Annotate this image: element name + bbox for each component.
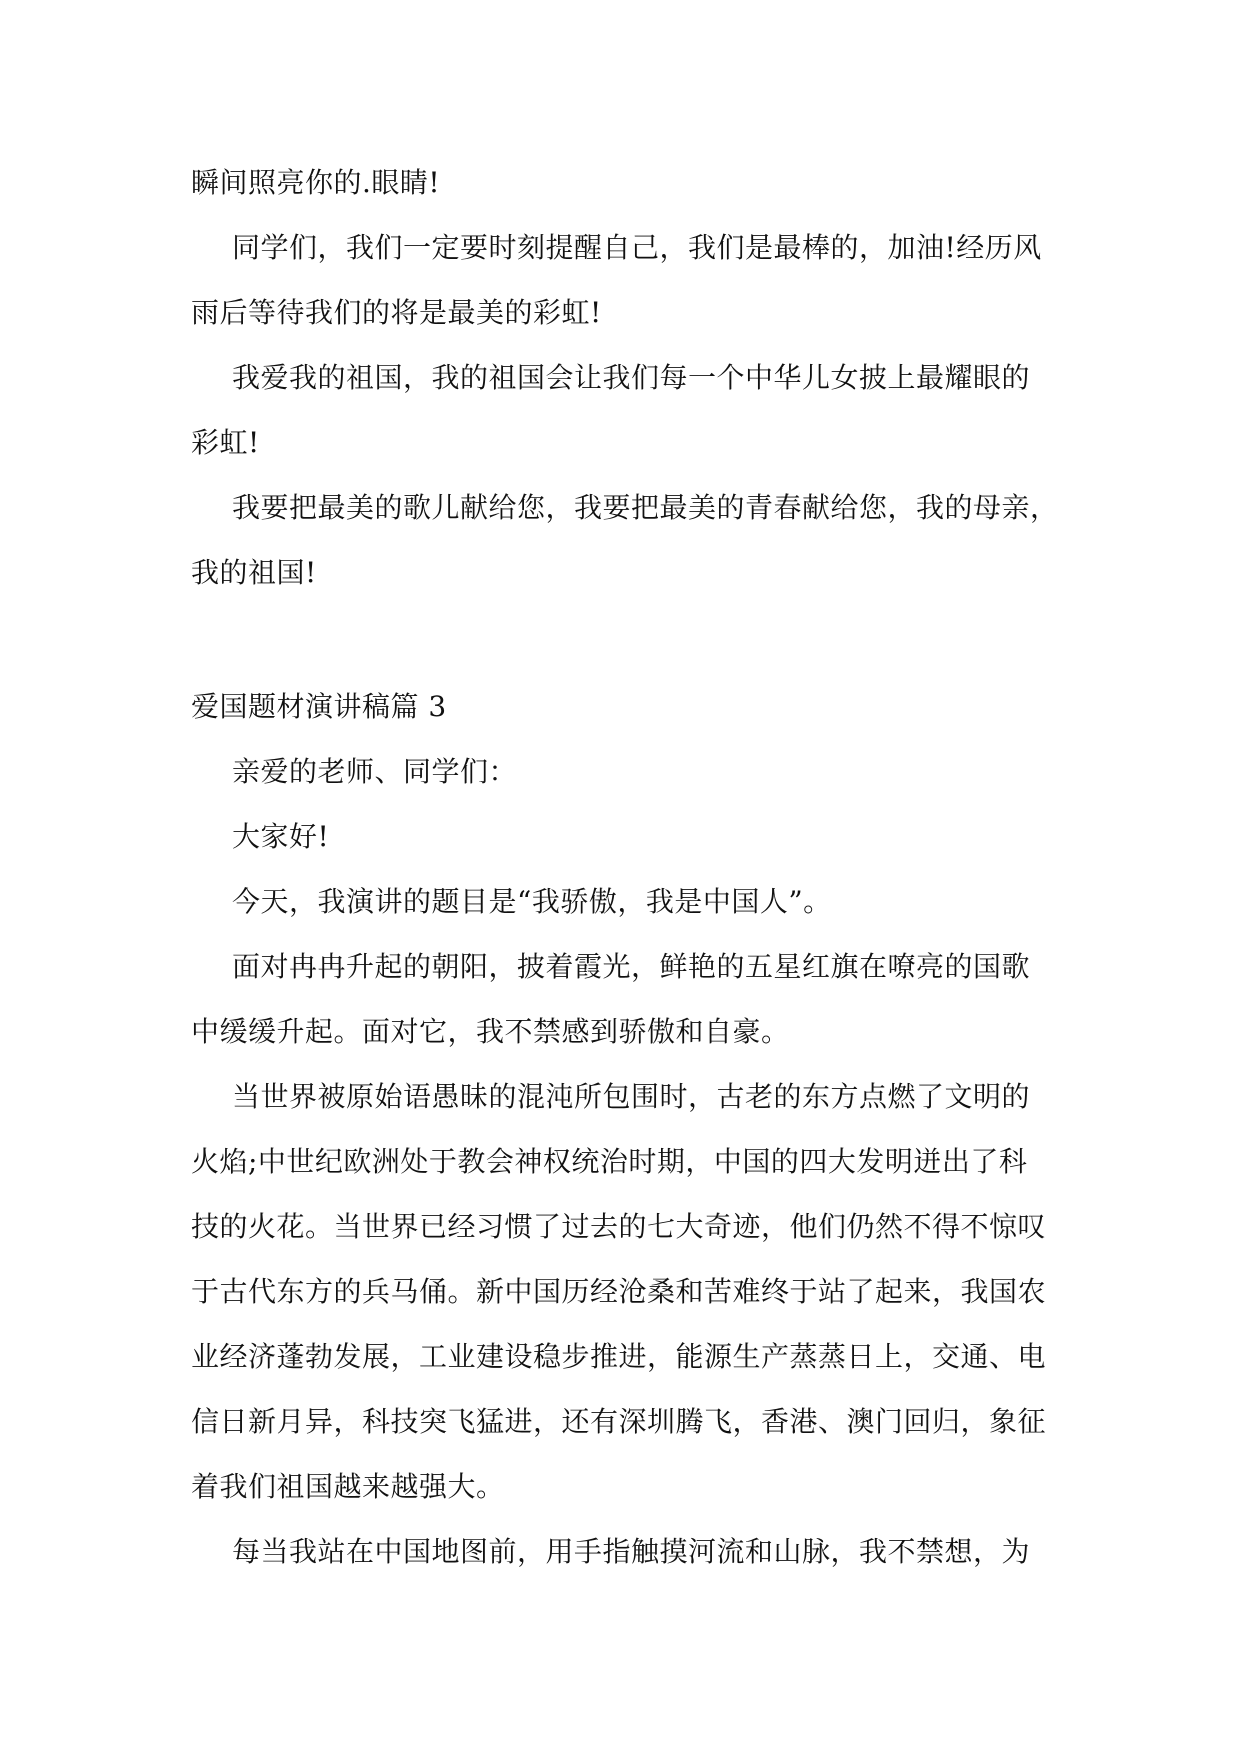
text-line: 着我们祖国越来越强大。 (191, 1470, 505, 1503)
paragraph-line: 当世界被原始语愚昧的混沌所包围时，古老的东方点燃了文明的 (232, 1080, 1031, 1113)
text-line: 业经济蓬勃发展，工业建设稳步推进，能源生产蒸蒸日上，交通、电 (191, 1340, 1047, 1373)
text-line: 雨后等待我们的将是最美的彩虹! (191, 296, 602, 329)
paragraph-line: 每当我站在中国地图前，用手指触摸河流和山脉，我不禁想，为 (232, 1535, 1031, 1568)
paragraph-line: 今天，我演讲的题目是“我骄傲，我是中国人”。 (232, 885, 832, 918)
text-line: 我的祖国! (191, 556, 317, 589)
greeting: 大家好! (232, 820, 330, 853)
text-line: 瞬间照亮你的.眼睛! (191, 166, 441, 199)
text-line: 信日新月异，科技突飞猛进，还有深圳腾飞，香港、澳门回归，象征 (191, 1405, 1047, 1438)
section-heading: 爱国题材演讲稿篇 3 (191, 690, 447, 723)
paragraph-line: 我爱我的祖国，我的祖国会让我们每一个中华儿女披上最耀眼的 (232, 361, 1031, 394)
paragraph-line: 同学们，我们一定要时刻提醒自己，我们是最棒的，加油!经历风 (232, 231, 1042, 264)
salutation: 亲爱的老师、同学们： (232, 755, 518, 788)
paragraph-line: 我要把最美的歌儿献给您，我要把最美的青春献给您，我的母亲， (232, 491, 1059, 524)
text-line: 于古代东方的兵马俑。新中国历经沧桑和苦难终于站了起来，我国农 (191, 1275, 1047, 1308)
text-line: 中缓缓升起。面对它，我不禁感到骄傲和自豪。 (191, 1015, 790, 1048)
text-line: 彩虹! (191, 426, 260, 459)
text-line: 技的火花。当世界已经习惯了过去的七大奇迹，他们仍然不得不惊叹 (191, 1210, 1047, 1243)
paragraph-line: 面对冉冉升起的朝阳，披着霞光，鲜艳的五星红旗在嘹亮的国歌 (232, 950, 1031, 983)
text-line: 火焰;中世纪欧洲处于教会神权统治时期，中国的四大发明迸出了科 (191, 1145, 1028, 1178)
